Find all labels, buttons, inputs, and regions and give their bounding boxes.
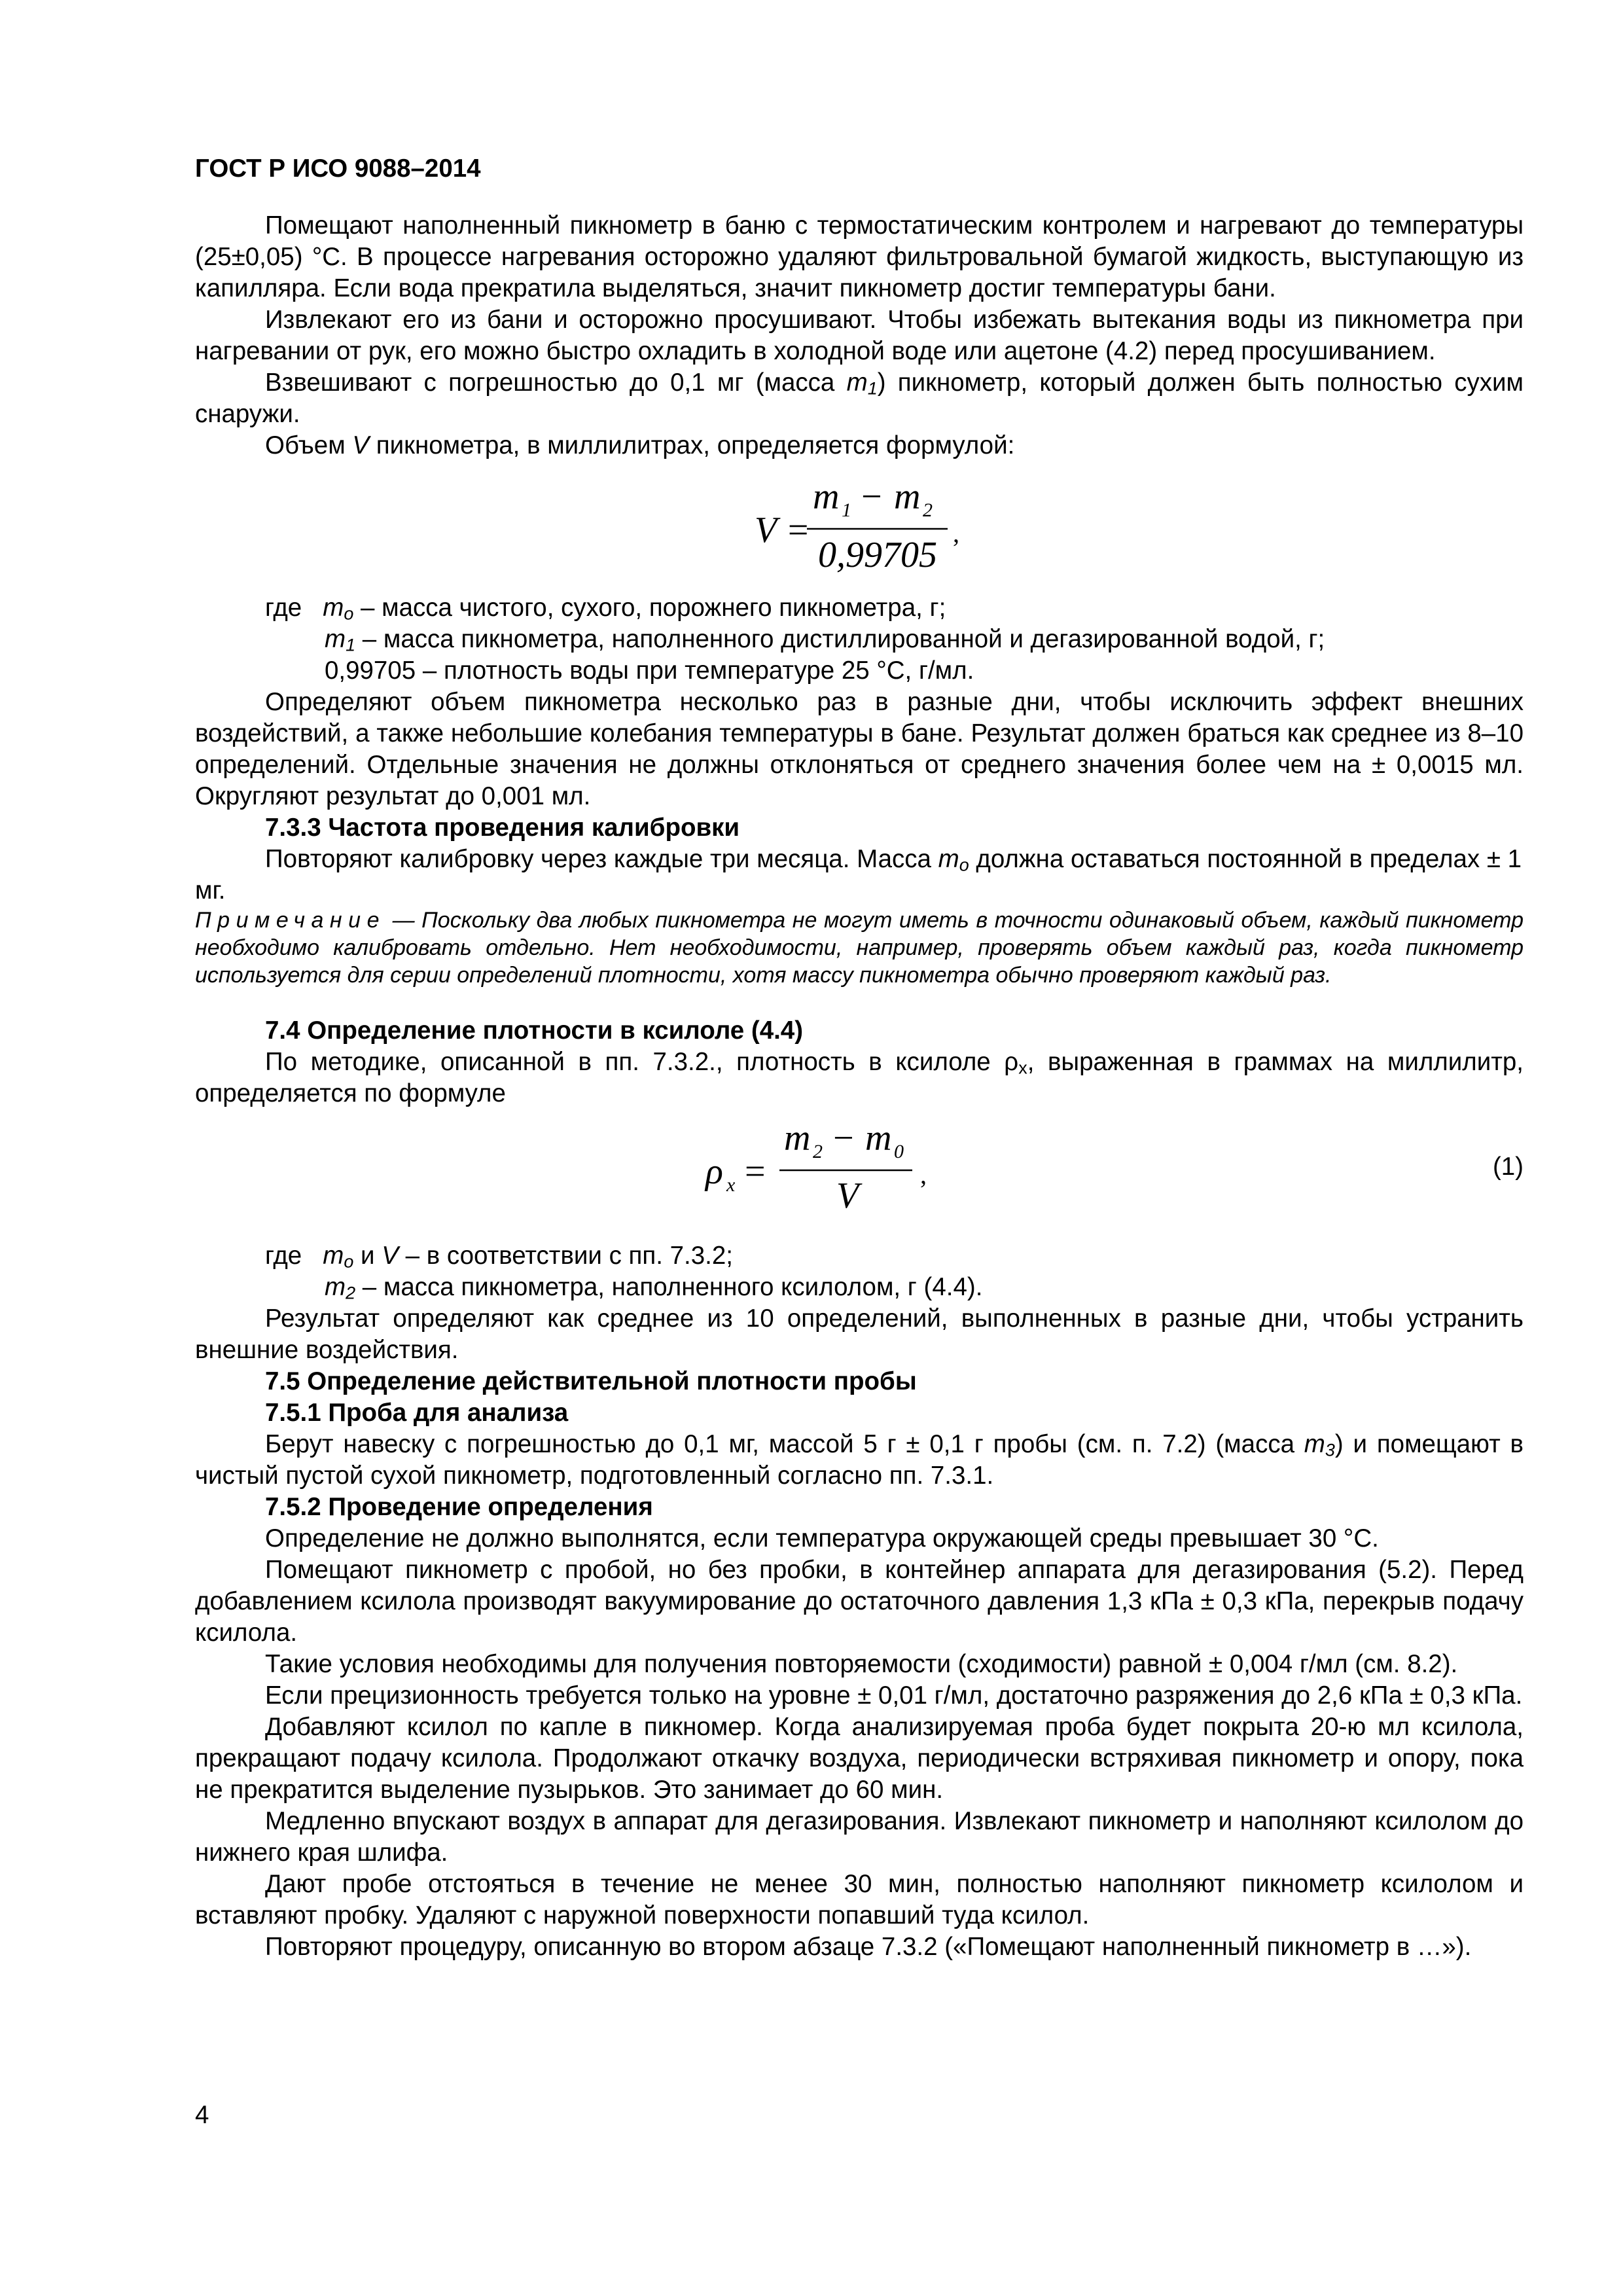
- paragraph-temperature-limit: Определение не должно выполнятся, если температура окружающей среды превышает 30 °C.: [265, 1524, 1379, 1552]
- where-line-m1: $m_1$ – масса пикнометра, наполненного дистиллированной и дегазированной водой, г;: [325, 625, 1325, 655]
- symbol-v: V: [352, 431, 370, 459]
- heading-7-4: 7.4 Определение плотности в ксилоле (4.4): [265, 1016, 804, 1045]
- formula-volume-lhs: V =: [755, 510, 810, 550]
- page-content: [195, 153, 1524, 1963]
- where-block-density: [195, 1240, 1524, 1303]
- paragraph-drying: Извлекают его из бани и осторожно просушивают. Чтобы избежать вытекания воды из пикнометра при нагревании от рук, его можно быстро охладить в холодной воде или ацетоне (4.2) перед просушиванием.: [195, 306, 1524, 365]
- formula-volume-m1: m: [813, 476, 840, 517]
- paragraph-settling: Дают пробе отстояться в течение не менее 30 мин, полностью наполняют пикнометр ксилолом и вставляют пробку. Удаляют с наружной поверхности попавший туда ксилол.: [195, 1870, 1524, 1929]
- paragraph-xylene-density: По методике, описанной в пп. 7.3.2., плотность в ксилоле $\rho_x$, выраженная в граммах на миллилитр, определяется по формуле: [195, 1048, 1524, 1107]
- document-header: ГОСТ Р ИСО 9088–2014: [195, 154, 481, 183]
- formula-volume-denominator: 0,99705: [818, 535, 937, 575]
- paragraph-calibration-frequency: Повторяют калибровку через каждые три месяца. Масса $m_o$ должна оставаться постоянной в пределах ± 1 мг.: [195, 845, 1522, 905]
- svg-text:2: 2: [813, 1141, 823, 1162]
- svg-text:2: 2: [923, 499, 933, 521]
- formula-density-m2: m: [784, 1118, 811, 1158]
- paragraph-bath-heating: Помещают наполненный пикнометр в баню с термостатическим контролем и нагревают до температуры (25±0,05) °C. В процессе нагревания осторожно удаляют фильтровальной бумагой жидкость, выступающую из капилляра. Если вода прекратила выделяться, значит пикнометр достиг температуры бани.: [195, 211, 1524, 302]
- svg-text:−: −: [833, 1118, 854, 1158]
- svg-text:,: ,: [920, 1160, 927, 1189]
- heading-7-5-1: 7.5.1 Проба для анализа: [265, 1399, 569, 1427]
- heading-7-5-2: 7.5.2 Проведение определения: [265, 1493, 653, 1521]
- paragraph-volume-intro: Объем V пикнометра, в миллилитрах, определяется формулой:: [265, 431, 1015, 459]
- svg-text:,: ,: [953, 518, 959, 548]
- paragraph-repeat-procedure: Повторяют процедуру, описанную во втором абзаце 7.3.2 («Помещают наполненный пикнометр в …»).: [265, 1933, 1472, 1961]
- page-number: 4: [195, 2101, 209, 2129]
- paragraph-degassing: Помещают пикнометр с пробой, но без пробки, в контейнер аппарата для дегазирования (5.2). Перед добавлением ксилола производят вакуумирование до остаточного давления 1,3 кПа ± 0,3 кПа, перекрыв подачу ксилола.: [195, 1556, 1524, 1647]
- svg-text:x: x: [726, 1174, 736, 1196]
- formula-density: [195, 1109, 1524, 1240]
- paragraph-weighing: Взвешивают с погрешностью до 0,1 мг (масса $m_1$) пикнометр, который должен быть полностью сухим снаружи.: [195, 368, 1524, 428]
- paragraph-precision: Если прецизионность требуется только на уровне ± 0,01 г/мл, достаточно разряжения до 2,6 кПа ± 0,3 кПа.: [265, 1681, 1523, 1710]
- svg-text:=: =: [745, 1151, 766, 1192]
- paragraph-sample-weighing: Берут навеску с погрешностью до 0,1 мг, массой 5 г ± 0,1 г пробы (см. п. 7.2) (масса $m_3$) и помещают в чистый пустой сухой пикнометр, подготовленный согласно пп. 7.3.1.: [195, 1430, 1524, 1490]
- where-line-m0-v: где $m_o$ и V – в соответствии с пп. 7.3.2;: [265, 1242, 733, 1272]
- paragraph-density-averaging: Результат определяют как среднее из 10 определений, выполненных в разные дни, чтобы устранить внешние воздействия.: [195, 1304, 1524, 1364]
- where-line-m2: $m_2$ – масса пикнометра, наполненного ксилолом, г (4.4).: [325, 1273, 983, 1303]
- paragraph-volume-averaging: Определяют объем пикнометра несколько раз в разные дни, чтобы исключить эффект внешних воздействий, а также небольшие колебания температуры в бане. Результат должен браться как среднее из 8–10 определений. Отдельные значения не должны отклоняться от среднего значения более чем на ± 0,0015 мл. Округляют результат до 0,001 мл.: [195, 688, 1524, 810]
- paragraph-repeatability: Такие условия необходимы для получения повторяемости (сходимости) равной ± 0,004 г/мл (см. 8.2).: [265, 1650, 1458, 1678]
- where-line-m0: где $m_o$ – масса чистого, сухого, порожнего пикнометра, г;: [265, 594, 946, 624]
- note-label: Примечание: [195, 908, 385, 933]
- paragraph-xylene-adding: Добавляют ксилол по капле в пикномер. Когда анализируемая проба будет покрыта 20-ю мл ксилола, прекращают подачу ксилола. Продолжают откачку воздуха, периодически встряхивая пикнометр и опору, пока не прекратится выделение пузырьков. Это занимает до 60 мин.: [195, 1713, 1524, 1804]
- formula-density-graphic: [195, 1109, 1524, 1240]
- formula-density-denominator: V: [836, 1175, 859, 1216]
- where-block-volume: [195, 592, 1524, 687]
- formula-number: (1): [1492, 1153, 1524, 1181]
- svg-text:1: 1: [842, 499, 851, 521]
- formula-density-rho: ρ: [705, 1151, 723, 1192]
- svg-text:0: 0: [894, 1141, 904, 1162]
- where-line-density: 0,99705 – плотность воды при температуре 25 °C, г/мл.: [325, 656, 974, 685]
- heading-7-3-3: 7.3.3 Частота проведения калибровки: [265, 814, 740, 842]
- formula-volume: [195, 461, 1524, 592]
- svg-text:−: −: [861, 476, 882, 517]
- formula-density-m0: m: [865, 1118, 892, 1158]
- formula-volume-m2: m: [894, 476, 921, 517]
- formula-volume-graphic: [195, 461, 1524, 592]
- heading-7-5: 7.5 Определение действительной плотности пробы: [265, 1367, 917, 1395]
- note-calibration: Примечание — Поскольку два любых пикнометра не могут иметь в точности одинаковый объем, каждый пикнометр необходимо калибровать отдельно. Нет необходимости, например, проверять объем каждый раз, когда пикнометр используется для серии определений плотности, хотя массу пикнометра обычно проверяют каждый раз.: [195, 908, 1524, 988]
- paragraph-air-inlet: Медленно впускают воздух в аппарат для дегазирования. Извлекают пикнометр и наполняют ксилолом до нижнего края шлифа.: [195, 1807, 1524, 1867]
- symbol-m: m: [846, 368, 868, 397]
